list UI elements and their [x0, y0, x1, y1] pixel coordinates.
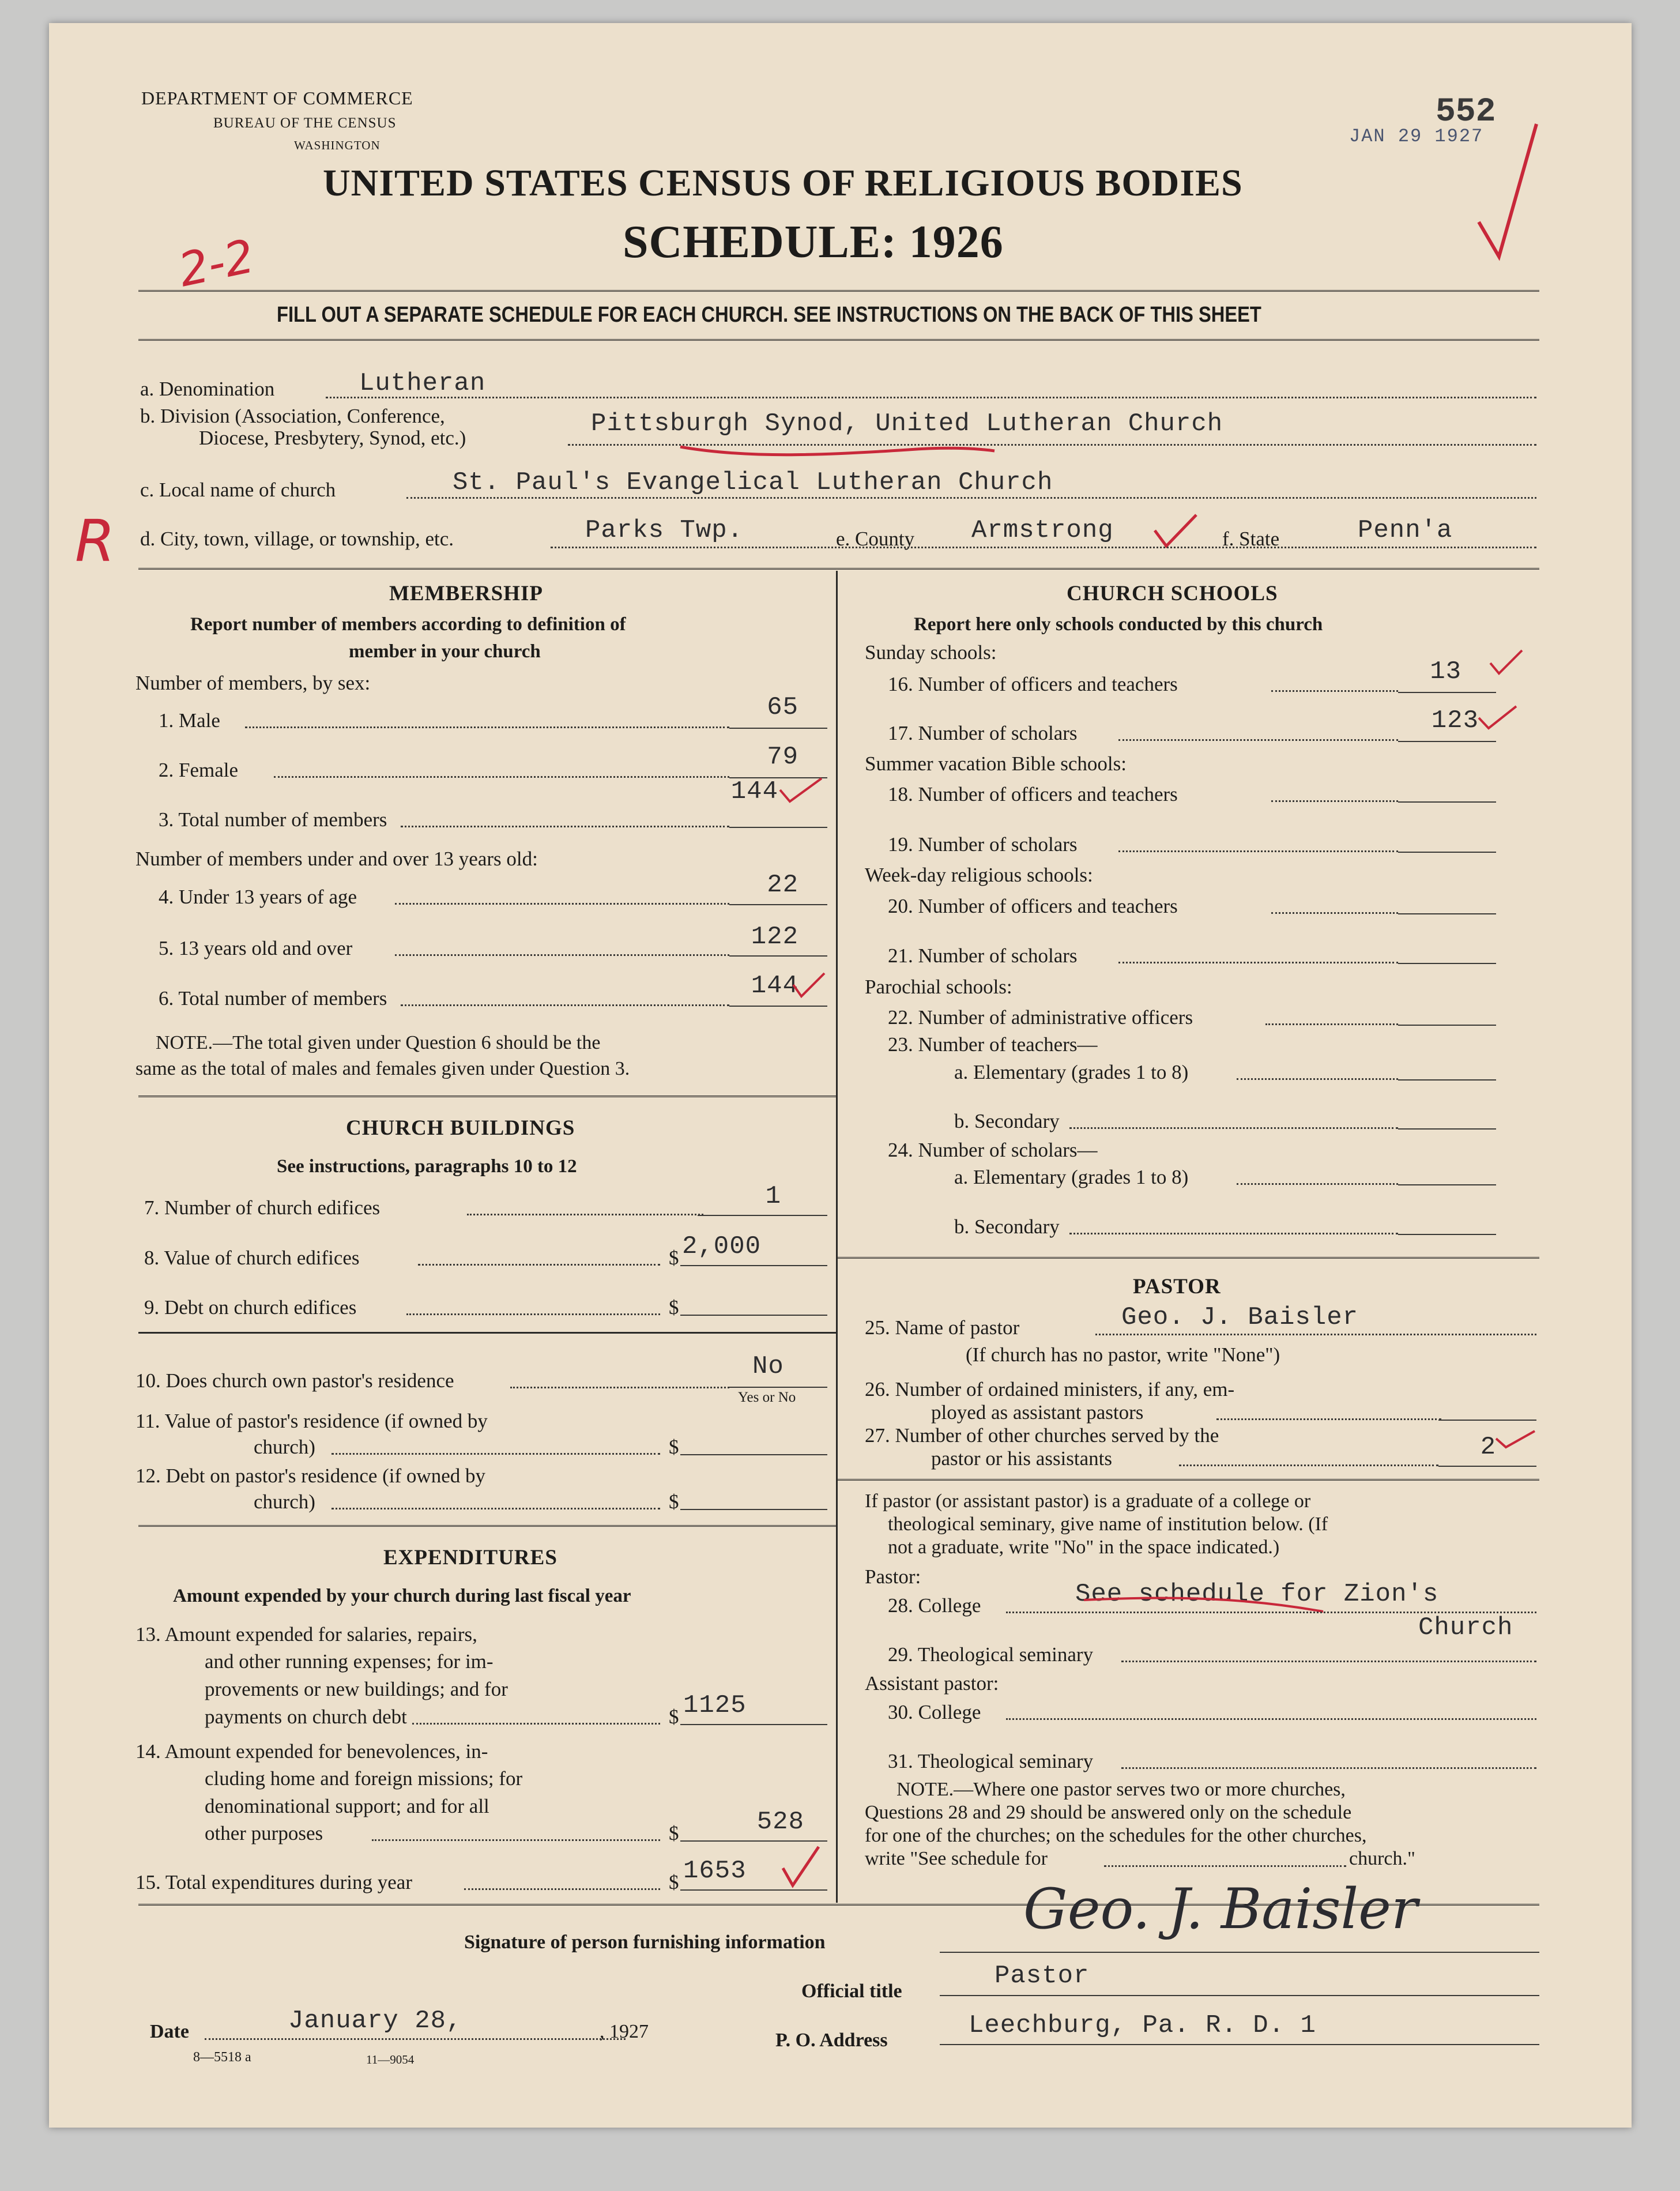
q16-value: 13: [1430, 657, 1461, 686]
q28-value: See schedule for Zion's: [1075, 1580, 1439, 1609]
membership-intro-1: Report number of members according to definition of: [190, 614, 626, 635]
q14-line-4: other purposes: [205, 1822, 323, 1844]
red-check-icon: [775, 773, 827, 807]
q23-label: 23. Number of teachers—: [888, 1033, 1098, 1056]
red-underline-icon: [677, 438, 1000, 461]
q14-line-1: 14. Amount expended for benevolences, in-: [135, 1740, 488, 1763]
q30-label: 30. College: [888, 1701, 981, 1723]
q15-amount: 1653: [683, 1857, 747, 1885]
q18-label: 18. Number of officers and teachers: [888, 783, 1178, 805]
red-check-icon: [1150, 510, 1202, 551]
q13-line-4: payments on church debt: [205, 1706, 407, 1728]
q20-label: 20. Number of officers and teachers: [888, 895, 1178, 917]
red-check-icon: [1473, 118, 1542, 268]
q26-label: 26. Number of ordained ministers, if any, em-: [865, 1378, 1235, 1401]
city-town-label: d. City, town, village, or township, etc.: [140, 528, 454, 550]
q9-dollar-sign: $: [669, 1296, 679, 1319]
signature-label: Signature of person furnishing information: [464, 1932, 826, 1953]
pastor-note-4b: church.": [1349, 1848, 1415, 1869]
q14-dollar-sign: $: [669, 1822, 679, 1844]
pastor-note-3: for one of the churches; on the schedules for the other churches,: [865, 1825, 1367, 1846]
q4-under13-label: 4. Under 13 years of age: [159, 886, 357, 908]
q31-label: 31. Theological seminary: [888, 1750, 1094, 1772]
q27-label-2: pastor or his assistants: [931, 1447, 1113, 1470]
schedule-number: 552: [1436, 93, 1496, 131]
q2-female-label: 2. Female: [159, 759, 239, 781]
red-check-icon: [1487, 646, 1528, 680]
q17-value: 123: [1431, 706, 1479, 735]
q1-male-value: 65: [767, 693, 798, 722]
q2-female-value: 79: [767, 743, 798, 771]
q10-residence-label: 10. Does church own pastor's residence: [135, 1369, 454, 1392]
q13-line-1: 13. Amount expended for salaries, repairs,: [135, 1623, 477, 1646]
q12-debt-residence-label: 12. Debt on pastor's residence (if owned by: [135, 1465, 485, 1487]
pastor-signature: Geo. J. Baisler: [1023, 1877, 1418, 1941]
graduate-note-2: theological seminary, give name of institution below. (If: [888, 1514, 1328, 1535]
po-address-label: P. O. Address: [775, 2030, 888, 2051]
pastor-note-2: Questions 28 and 29 should be answered only on the schedule: [865, 1802, 1352, 1823]
q5-over13-label: 5. 13 years old and over: [159, 937, 353, 959]
q24a-label: a. Elementary (grades 1 to 8): [954, 1166, 1189, 1188]
by-sex-label: Number of members, by sex:: [135, 672, 371, 694]
official-title-label: Official title: [801, 1981, 902, 2002]
q14-line-3: denominational support; and for all: [205, 1795, 489, 1817]
q7-edifices-value: 1: [765, 1182, 781, 1211]
by-age-label: Number of members under and over 13 years old:: [135, 848, 538, 870]
red-check-icon: [778, 1842, 824, 1894]
q17-label: 17. Number of scholars: [888, 722, 1078, 744]
q7-edifices-label: 7. Number of church edifices: [144, 1196, 381, 1219]
q24-label: 24. Number of scholars—: [888, 1139, 1098, 1161]
summer-schools-label: Summer vacation Bible schools:: [865, 752, 1127, 775]
q8-value-amount: 2,000: [682, 1232, 762, 1261]
q13-dollar-sign: $: [669, 1706, 679, 1728]
q15-total-label: 15. Total expenditures during year: [135, 1871, 412, 1893]
red-check-icon: [1493, 1424, 1539, 1453]
q5-over13-value: 122: [751, 923, 798, 951]
q10-residence-value: No: [752, 1352, 784, 1381]
q19-label: 19. Number of scholars: [888, 833, 1078, 856]
pastor-sub-label: Pastor:: [865, 1565, 921, 1588]
q29-label: 29. Theological seminary: [888, 1643, 1094, 1666]
q16-label: 16. Number of officers and teachers: [888, 673, 1178, 695]
print-number: 11—9054: [366, 2053, 415, 2066]
membership-note-2: same as the total of males and females given under Question 3.: [135, 1058, 630, 1079]
q6-total-value: 144: [751, 972, 798, 1000]
county-label: e. County: [836, 528, 915, 550]
denomination-label: a. Denomination: [140, 378, 275, 400]
q4-under13-value: 22: [767, 871, 798, 899]
state-label: f. State: [1222, 528, 1280, 550]
local-name-label: c. Local name of church: [140, 479, 336, 501]
q2-subtotal-value: 144: [730, 777, 778, 806]
department-label: DEPARTMENT OF COMMERCE: [141, 88, 413, 108]
date-year: , 1927: [600, 2021, 649, 2042]
po-address-value: Leechburg, Pa. R. D. 1: [969, 2011, 1316, 2040]
expenditures-heading: EXPENDITURES: [383, 1546, 558, 1569]
q13-line-3: provements or new buildings; and for: [205, 1678, 508, 1700]
q23a-label: a. Elementary (grades 1 to 8): [954, 1061, 1189, 1083]
buildings-heading: CHURCH BUILDINGS: [346, 1116, 575, 1140]
red-letter-r: R: [75, 507, 115, 575]
q22-label: 22. Number of administrative officers: [888, 1006, 1193, 1029]
q24b-label: b. Secondary: [954, 1215, 1060, 1238]
division-value: Pittsburgh Synod, United Lutheran Church: [591, 409, 1223, 438]
q28-value-2: Church: [1418, 1613, 1513, 1642]
received-stamp: JAN 29 1927: [1349, 126, 1484, 147]
official-title-value: Pastor: [995, 1962, 1090, 1990]
date-value: January 28,: [288, 2006, 462, 2035]
buildings-subheading: See instructions, paragraphs 10 to 12: [277, 1156, 577, 1177]
date-label: Date: [150, 2021, 189, 2042]
instruction-banner: FILL OUT A SEPARATE SCHEDULE FOR EACH CHURCH. SEE INSTRUCTIONS ON THE BACK OF THIS SHEET: [277, 303, 1261, 327]
pastor-note-4: write "See schedule for: [865, 1848, 1048, 1869]
q25-label: 25. Name of pastor: [865, 1316, 1020, 1339]
q28-label: 28. College: [888, 1594, 981, 1617]
q26-label-2: ployed as assistant pastors: [931, 1401, 1144, 1424]
q15-dollar-sign: $: [669, 1871, 679, 1893]
q11-value-residence-label: 11. Value of pastor's residence (if owned by: [135, 1410, 488, 1432]
q13-amount: 1125: [683, 1691, 747, 1720]
sunday-schools-label: Sunday schools:: [865, 641, 997, 664]
form-title: UNITED STATES CENSUS OF RELIGIOUS BODIES: [323, 162, 1243, 204]
red-check-icon: [790, 969, 830, 1003]
membership-heading: MEMBERSHIP: [389, 582, 543, 605]
pastor-note-1: NOTE.—Where one pastor serves two or more churches,: [896, 1779, 1346, 1800]
q1-male-label: 1. Male: [159, 709, 220, 732]
q12-debt-residence-label-2: church): [254, 1490, 315, 1513]
q8-dollar-sign: $: [669, 1247, 679, 1269]
state-value: Penn'a: [1358, 516, 1453, 545]
q14-line-2: cluding home and foreign missions; for: [205, 1767, 523, 1790]
local-name-value: St. Paul's Evangelical Lutheran Church: [453, 468, 1053, 497]
q27-label: 27. Number of other churches served by the: [865, 1424, 1219, 1447]
q3-total-label: 3. Total number of members: [159, 808, 387, 831]
division-label: b. Division (Association, Conference,: [140, 405, 445, 427]
q6-total-label: 6. Total number of members: [159, 987, 387, 1010]
q13-line-2: and other running expenses; for im-: [205, 1650, 494, 1673]
form-subtitle: SCHEDULE: 1926: [623, 217, 1004, 268]
city-town-value: Parks Twp.: [585, 516, 744, 545]
q8-value-label: 8. Value of church edifices: [144, 1247, 360, 1269]
yes-no-hint: Yes or No: [738, 1390, 796, 1405]
membership-intro-2: member in your church: [349, 641, 541, 662]
census-schedule-sheet: [49, 23, 1632, 2128]
q11-dollar-sign: $: [669, 1436, 679, 1458]
bureau-label: BUREAU OF THE CENSUS: [213, 115, 397, 131]
q14-amount: 528: [756, 1808, 804, 1836]
weekday-schools-label: Week-day religious schools:: [865, 864, 1093, 886]
assistant-pastor-label: Assistant pastor:: [865, 1672, 999, 1695]
q21-label: 21. Number of scholars: [888, 944, 1078, 967]
red-check-icon: [1476, 701, 1522, 735]
denomination-value: Lutheran: [359, 369, 486, 398]
q9-debt-label: 9. Debt on church edifices: [144, 1296, 357, 1319]
division-label-2: Diocese, Presbytery, Synod, etc.): [199, 427, 466, 449]
graduate-note-3: not a graduate, write "No" in the space indicated.): [888, 1537, 1280, 1558]
q25-value: Geo. J. Baisler: [1121, 1303, 1359, 1332]
q25-note: (If church has no pastor, write "None"): [966, 1343, 1280, 1366]
graduate-note-1: If pastor (or assistant pastor) is a graduate of a college or: [865, 1490, 1311, 1512]
q12-dollar-sign: $: [669, 1490, 679, 1513]
q11-value-residence-label-2: church): [254, 1436, 315, 1458]
county-value: Armstrong: [971, 516, 1114, 545]
q23b-label: b. Secondary: [954, 1110, 1060, 1132]
red-strike-icon: [1081, 1586, 1335, 1620]
membership-note-1: NOTE.—The total given under Question 6 should be the: [156, 1032, 601, 1053]
pastor-heading: PASTOR: [1133, 1275, 1221, 1298]
red-check-mark-2-2: 2-2: [174, 229, 259, 298]
form-number: 8—5518 a: [193, 2050, 251, 2065]
schools-intro: Report here only schools conducted by this church: [914, 614, 1323, 635]
schools-heading: CHURCH SCHOOLS: [1067, 582, 1278, 605]
parochial-schools-label: Parochial schools:: [865, 976, 1012, 998]
city-label: WASHINGTON: [294, 138, 381, 152]
expenditures-subheading: Amount expended by your church during last fiscal year: [173, 1586, 631, 1606]
q27-value: 2: [1480, 1433, 1496, 1462]
